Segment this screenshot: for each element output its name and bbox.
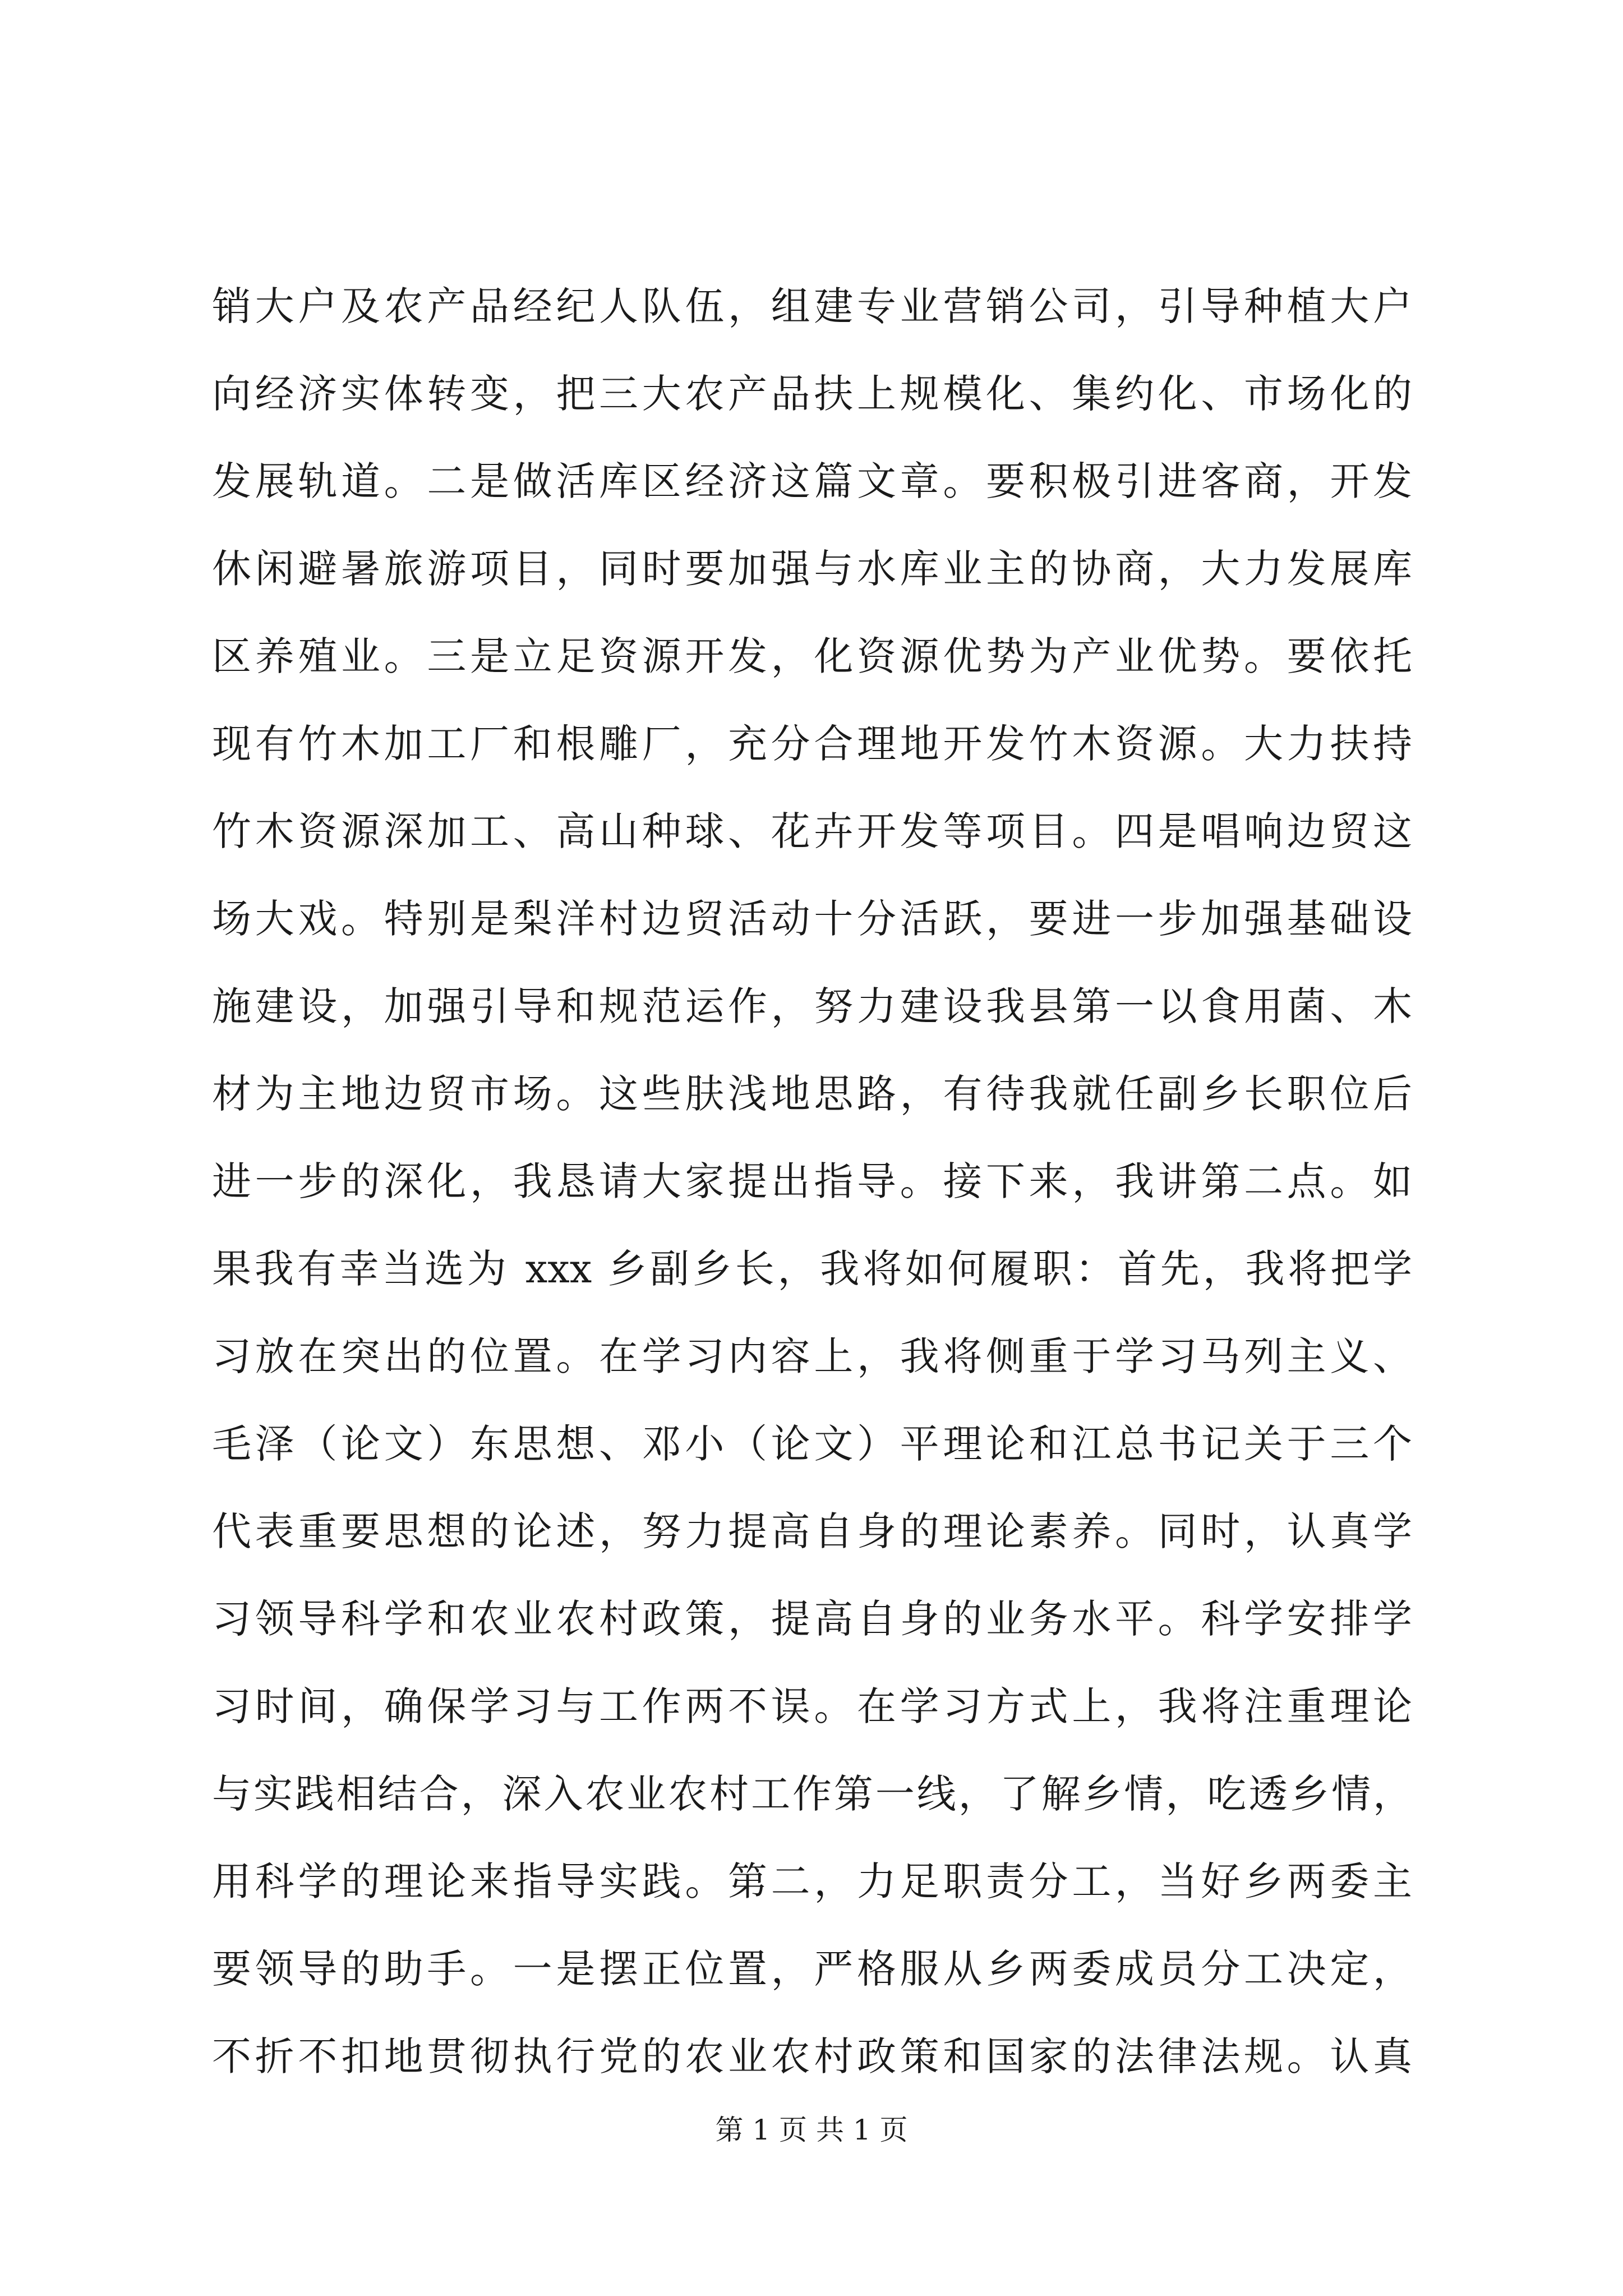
- text-line: 向经济实体转变，把三大农产品扶上规模化、集约化、市场化的: [212, 371, 1412, 417]
- text-line: 区养殖业。三是立足资源开发，化资源优势为产业优势。要依托: [212, 633, 1412, 679]
- text-line: 习时间，确保学习与工作两不误。在学习方式上，我将注重理论: [212, 1683, 1412, 1729]
- text-line: 用科学的理论来指导实践。第二，力足职责分工，当好乡两委主: [212, 1858, 1412, 1904]
- page-number-label: 第 1 页 共 1 页: [715, 2114, 908, 2146]
- text-line: 习放在突出的位置。在学习内容上，我将侧重于学习马列主义、: [212, 1333, 1412, 1379]
- text-line: 进一步的深化，我恳请大家提出指导。接下来，我讲第二点。如: [212, 1158, 1412, 1204]
- text-line: 销大户及农产品经纪人队伍，组建专业营销公司，引导种植大户: [212, 283, 1412, 329]
- text-line: 场大戏。特别是梨洋村边贸活动十分活跃，要进一步加强基础设: [212, 896, 1412, 942]
- text-line: 发展轨道。二是做活库区经济这篇文章。要积极引进客商，开发: [212, 458, 1412, 504]
- page-footer: [0, 2110, 1623, 2150]
- text-line: 习领导科学和农业农村政策，提高自身的业务水平。科学安排学: [212, 1596, 1412, 1642]
- text-line: 果我有幸当选为 xxx 乡副乡长，我将如何履职：首先，我将把学: [212, 1246, 1412, 1292]
- text-line: 代表重要思想的论述，努力提高自身的理论素养。同时，认真学: [212, 1508, 1412, 1554]
- text-line: 毛泽（论文）东思想、邓小（论文）平理论和江总书记关于三个: [212, 1421, 1412, 1467]
- text-line: 与实践相结合，深入农业农村工作第一线，了解乡情，吃透乡情，: [212, 1771, 1412, 1817]
- text-line: 不折不扣地贯彻执行党的农业农村政策和国家的法律法规。认真: [212, 2033, 1412, 2079]
- text-line: 施建设，加强引导和规范运作，努力建设我县第一以食用菌、木: [212, 983, 1412, 1029]
- text-line: 材为主地边贸市场。这些肤浅地思路，有待我就任副乡长职位后: [212, 1071, 1412, 1117]
- text-line: 竹木资源深加工、高山种球、花卉开发等项目。四是唱响边贸这: [212, 808, 1412, 854]
- body-text: [212, 263, 1412, 2100]
- text-line: 现有竹木加工厂和根雕厂，充分合理地开发竹木资源。大力扶持: [212, 721, 1412, 767]
- text-line: 要领导的助手。一是摆正位置，严格服从乡两委成员分工决定，: [212, 1946, 1412, 1992]
- text-line: 休闲避暑旅游项目，同时要加强与水库业主的协商，大力发展库: [212, 546, 1412, 592]
